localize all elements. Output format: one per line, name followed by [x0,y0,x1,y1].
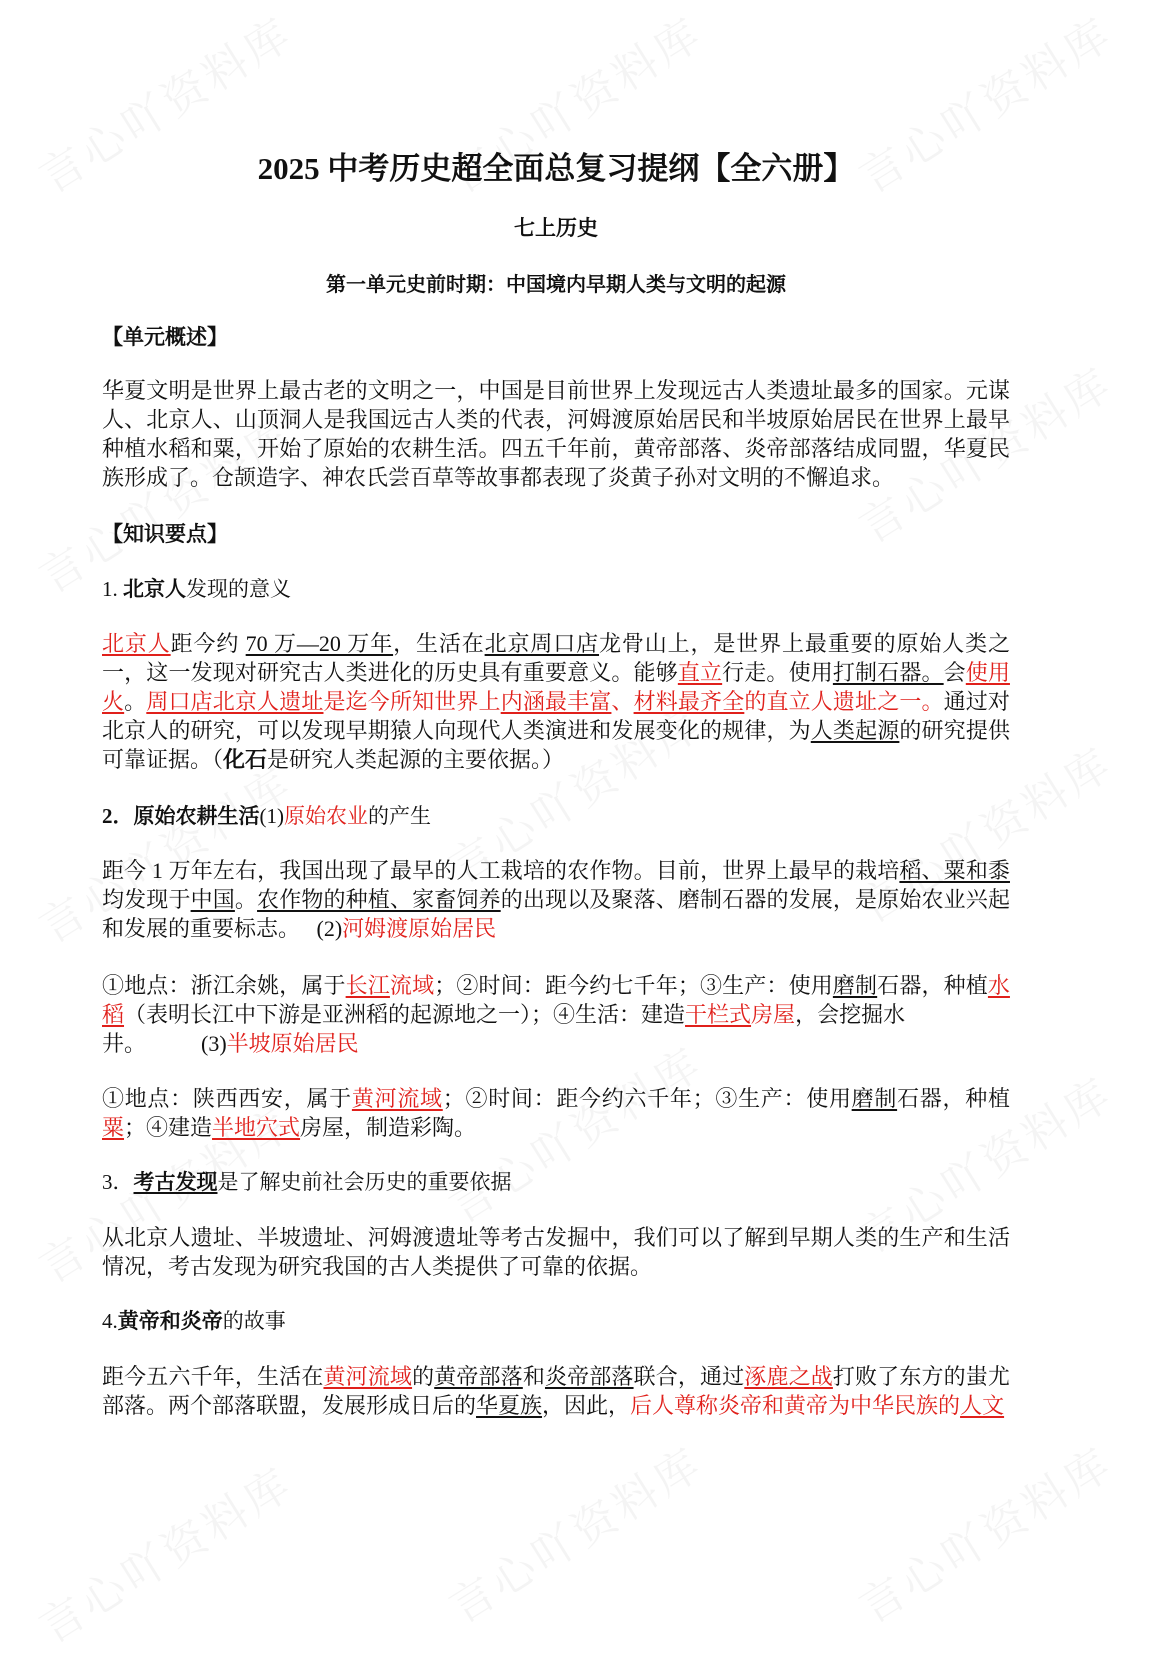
watermark [435,1429,713,1636]
text-run: 是了解史前社会历史的重要依据 [217,1170,512,1194]
point-2-heading [102,802,1010,831]
bold-term: 化石 [223,747,268,772]
key-term-underlined: 考古发现 [133,1170,218,1194]
key-term-red: 、 [611,689,634,714]
text-run: ；④建造 [124,1115,213,1140]
text-run: 井。 (3) [102,1031,227,1056]
text-run: 发现的意义 [186,577,291,601]
text-run: ，因此， [542,1393,631,1418]
text-run: 3． [102,1170,134,1194]
text-run: 房屋，制造彩陶。 [300,1115,477,1140]
document-title: 2025 中考历史超全面总复习提纲【全六册】 [257,151,855,186]
key-term-underlined: 打制石器。 [832,660,944,685]
text-run: 从北京人遗址、半坡遗址、河姆渡遗址等考古发掘中，我们可以了解到早期人类的生产和生活情况，考古发现为研究我国的古人类提供了可靠的依据。 [102,1225,1010,1279]
bold-term: 2．原始农耕生活 [102,804,260,828]
watermark [845,1429,1123,1636]
key-term-red-underlined: 北京人 [102,631,171,656]
text-run: 距今五六千年，生活在 [102,1364,324,1389]
key-term-red: 原始农业 [284,804,368,828]
key-term-red: 是迄今所知世界上 [323,689,501,714]
text-run: 1. [102,577,123,601]
key-term-red-underlined: 周口店北京人遗址 [146,689,324,714]
text-run: ，会挖掘水 [795,1002,906,1027]
key-term-underlined: 炎帝部落 [544,1364,634,1389]
text-run: ①地点：浙江余姚，属于 [102,973,346,998]
key-term-red-underlined: 黄河流域 [323,1364,413,1389]
text-run: 打败了东方的蚩尤部落。两个部落联盟，发展形成日后的 [102,1364,1010,1418]
key-term-underlined: 人类起源 [810,718,900,743]
key-term-red-underlined: 长江 [345,973,390,998]
point-3-paragraph [102,1223,1010,1281]
key-term-red: 河姆渡原始居民 [342,916,497,941]
text-run: 华夏文明是世界上最古老的文明之一，中国是目前世界上发现远古人类遗址最多的国家。元谋人、北京人、山顶洞人是我国远古人类的代表，河姆渡原始居民和半坡原始居民在世界上最早种植水稻和粟，开始了原始的农耕生活。四五千年前，黄帝部落、炎帝部落结成同盟，华夏民族形成了。仓颉造字、神农氏尝百草等故事都表现了炎黄子孙对文明的不懈追求。 [102,378,1010,490]
point-1-heading [102,575,1010,604]
section-overview-heading: 【单元概述】 [102,325,228,349]
key-term-underlined: 北京周口店 [484,631,600,656]
point-2-paragraph [102,856,1010,943]
text-run: 。 [234,887,258,912]
key-term-underlined: 磨制 [832,973,878,998]
key-term-red-underlined: 干栏式 [685,1002,752,1027]
text-run: 的研究提供可靠证据。（ [102,718,1010,772]
point-3-heading [102,1168,1010,1197]
watermark [25,1449,303,1655]
key-term-red: 流域 [389,973,435,998]
key-term-underlined: 中国 [190,887,235,912]
text-run: ①地点：陕西西安，属于 [102,1086,352,1111]
bold-term: 黄帝和炎帝 [117,1309,223,1333]
overview-paragraph [102,376,1010,492]
text-run: ，生活在 [393,631,485,656]
key-term-red: 后人尊称炎帝和黄帝为中华民族的 [630,1393,961,1418]
point-4-heading [102,1307,1010,1336]
key-term-underlined: 稻、粟和黍 [899,858,1010,883]
text-run: (1) [259,804,284,828]
text-run: 。 [124,689,147,714]
key-term-red: 房屋 [751,1002,796,1027]
key-term-red-underlined: 水稻 [102,973,1010,1027]
key-term-underlined: 农作物的种植、家畜饲养 [257,887,501,912]
key-term-underlined: 磨制 [851,1086,898,1111]
text-run: 龙骨山上，是世界上最重要的原始人类之一，这一发现对研究古人类进化的历史具有重要意义。能够 [102,631,1010,685]
key-term-red-underlined: 黄河流域 [351,1086,443,1111]
text-run: 行走。使用 [722,660,833,685]
key-term-red: 的直立人遗址之一。 [744,689,944,714]
text-run: 距今约 [170,631,246,656]
unit-title: 第一单元史前时期：中国境内早期人类与文明的起源 [326,274,786,296]
text-run: 联合，通过 [633,1364,745,1389]
text-run: 4. [102,1309,118,1333]
key-term-underlined: 华夏族 [476,1393,543,1418]
text-run: 的产生 [368,804,431,828]
key-term-red-underlined: 使用火 [102,660,1010,714]
text-run: （表明长江中下游是亚洲稻的起源地之一）；④生活：建造 [124,1002,686,1027]
key-term-red-underlined: 粟 [102,1115,125,1140]
banpo-paragraph [102,1084,1010,1142]
text-run: ；②时间：距今约六千年；③生产：使用 [442,1086,852,1111]
text-run: 是研究人类起源的主要依据。） [267,747,565,772]
point-1-paragraph [102,629,1010,774]
text-run: 距今 1 万年左右，我国出现了最早的人工栽培的农作物。目前，世界上最早的栽培 [102,858,900,883]
key-term-red-underlined: 涿鹿之战 [744,1364,833,1389]
key-term-underlined: 黄帝部落 [434,1364,523,1389]
text-run: 石器，种植 [897,1086,1010,1111]
text-run: 的出现以及聚落、磨制石器的发展，是原始农业兴起和发展的重要标志。 (2) [102,887,1010,941]
text-run: 均发现于 [102,887,191,912]
key-term-red-underlined: 半地穴式 [212,1115,301,1140]
key-term-red-underlined: 直立 [677,660,723,685]
key-term-red-underlined: 内涵最丰富 [500,689,612,714]
text-run: ；②时间：距今约七千年；③生产：使用 [434,973,833,998]
document-subtitle: 七上历史 [514,216,598,240]
text-run: 通过对北京人的研究，可以发现早期猿人向现代人类演进和发展变化的规律，为 [102,689,1010,743]
text-run: 会 [943,660,966,685]
bold-term: 北京人 [123,577,186,601]
text-run: 的 [412,1364,435,1389]
key-term-red-underlined: 人文 [960,1393,1005,1418]
key-term-red: 半坡原始居民 [226,1031,359,1056]
section-points-heading: 【知识要点】 [102,522,228,546]
text-run: 和 [522,1364,545,1389]
text-run: 的故事 [222,1309,286,1333]
hemudu-paragraph [102,971,1010,1058]
key-term-underlined: 70 万—20 万年 [245,631,394,656]
point-4-paragraph [102,1362,1010,1420]
key-term-red-underlined: 材料最齐全 [633,689,745,714]
text-run: 石器，种植 [877,973,988,998]
